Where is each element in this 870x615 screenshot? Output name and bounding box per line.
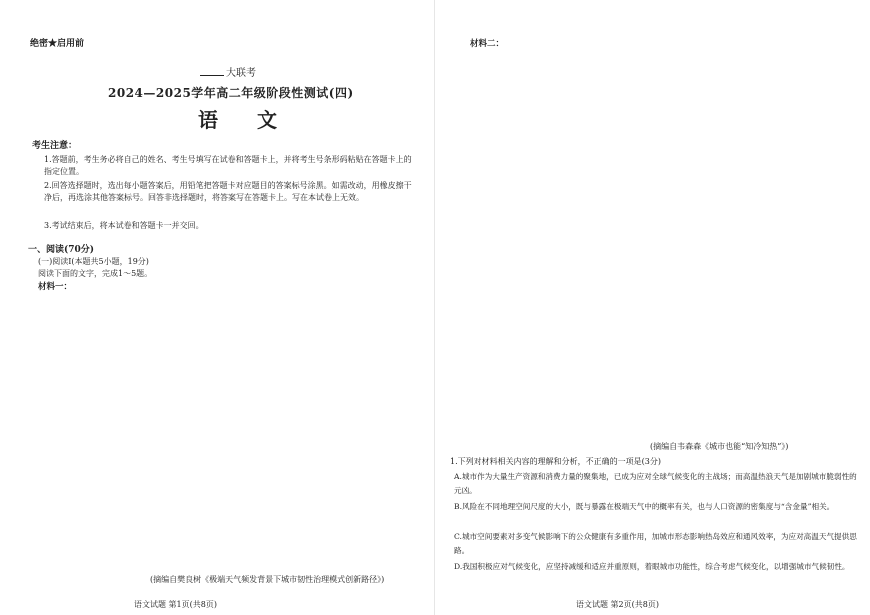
note-item: 1.答题前，考生务必将自己的姓名、考生号填写在试卷和答题卡上，并将考生号条形码粘贴在答题卡上的指定位置。 bbox=[44, 155, 412, 176]
note-item: 3.考试结束后，将本试卷和答题卡一并交回。 bbox=[44, 221, 204, 230]
page-footer: 语文试题 第2页(共8页) bbox=[576, 600, 659, 609]
league-text: 大联考 bbox=[226, 68, 256, 79]
confidential-label: 绝密★启用前 bbox=[30, 39, 85, 49]
notes-heading: 考生注意： bbox=[32, 141, 78, 151]
section-heading: 一、阅读(70分) bbox=[28, 245, 95, 255]
page-footer: 语文试题 第1页(共8页) bbox=[134, 600, 217, 609]
exam-title: 2024—2025学年高二年级阶段性测试(四) bbox=[108, 86, 354, 100]
page-1 bbox=[0, 0, 430, 615]
subject-title: 语 文 bbox=[198, 108, 293, 132]
material-1-title: 材料一： bbox=[38, 282, 73, 292]
question-1-option-d: D.我国积极应对气候变化，应坚持减缓和适应并重原则，着眼城市功能性，综合考虑气候变化，以增强城市气候韧性。 bbox=[454, 562, 850, 571]
material-1-source: (摘编自樊良树《极端天气频发背景下城市韧性治理模式创新路径》) bbox=[150, 575, 385, 584]
page-divider bbox=[434, 0, 435, 615]
subsection-instruction: 阅读下面的文字，完成1～5题。 bbox=[38, 269, 153, 278]
question-1-option-c: C.城市空间要素对多变气候影响下的公众健康有多重作用，加城市形态影响热岛效应和通风效率，为应对高温天气提供思路。 bbox=[454, 532, 857, 555]
blank-line bbox=[200, 75, 224, 76]
question-1-stem: 1.下列对材料相关内容的理解和分析，不正确的一项是(3分) bbox=[450, 457, 661, 466]
question-1-option-a: A.城市作为大量生产资源和消费力量的聚集地，已成为应对全球气候变化的主战场；而高温热浪天气是加剧城市脆弱性的元凶。 bbox=[454, 472, 857, 495]
subsection-heading: (一)阅读Ⅰ(本题共5小题，19分) bbox=[38, 257, 149, 266]
question-1-option-b: B.风险在不同地理空间尺度的大小，既与暴露在极端天气中的概率有关，也与人口资源的密集度与“含金量”相关。 bbox=[454, 502, 835, 511]
material-2-title: 材料二： bbox=[470, 39, 505, 49]
material-2-source: (摘编自韦森森《城市也能“知冷知热”》) bbox=[650, 442, 789, 451]
page-2 bbox=[440, 0, 870, 615]
note-item: 2.回答选择题时，选出每小题答案后，用铅笔把答题卡对应题目的答案标号涂黑。如需改动，用橡皮擦干净后，再选涂其他答案标号。回答非选择题时，将答案写在答题卡上。写在本试卷上无效。 bbox=[44, 181, 412, 202]
league-label bbox=[200, 64, 256, 79]
